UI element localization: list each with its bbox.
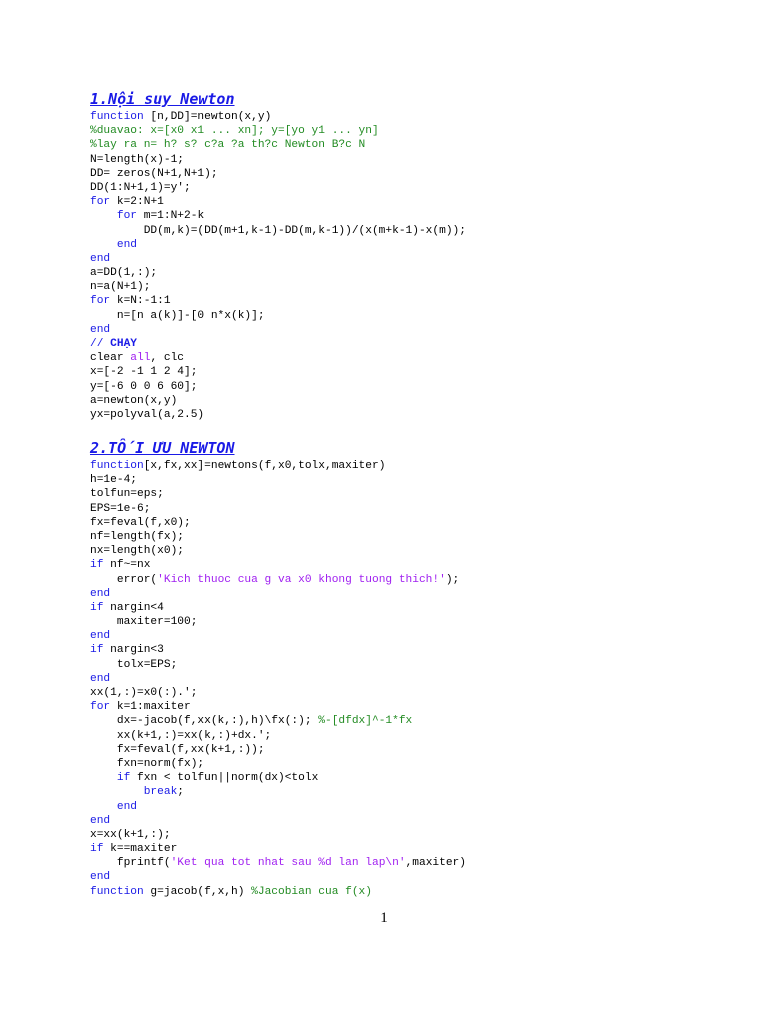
code-line [90, 729, 466, 743]
code-line [90, 380, 466, 394]
code-token: xx(k+1,:)=xx(k,:)+dx.'; [90, 729, 272, 742]
code-line [90, 502, 466, 516]
code-line [90, 714, 466, 728]
code-line [90, 167, 466, 181]
code-line [90, 294, 466, 308]
code-line [90, 828, 466, 842]
code-token: m=1:N+2-k [137, 210, 205, 223]
code-token: CHẠY [110, 338, 138, 350]
code-line [90, 238, 466, 252]
code-token: for [90, 295, 111, 308]
code-token: [n,DD]=newton(x,y) [143, 111, 272, 123]
code-token: end [90, 871, 111, 884]
code-line [90, 266, 466, 280]
code-line [90, 516, 466, 530]
code-token: a=DD(1,:); [90, 267, 158, 280]
code-token: tolx=EPS; [90, 658, 178, 671]
code-line [90, 743, 466, 757]
code-line [90, 601, 466, 615]
code-block-newton-optimization [90, 459, 466, 899]
code-token: end [116, 800, 138, 813]
code-token: for [90, 701, 111, 714]
code-token: end [116, 238, 138, 251]
code-token: end [90, 252, 111, 265]
code-token: maxiter=100; [90, 616, 198, 629]
code-token: ; [177, 786, 185, 799]
code-line [90, 138, 466, 152]
code-token: k=N:-1:1 [110, 295, 171, 308]
code-line [90, 785, 466, 799]
code-token: end [90, 323, 111, 336]
code-token: clear [90, 352, 131, 365]
code-token: if [90, 644, 104, 657]
code-token: if [116, 772, 131, 785]
code-line [90, 124, 466, 138]
code-token: %lay ra n= h? s? c?a ?a th?c Newton B?c N [90, 139, 366, 152]
code-line [90, 209, 466, 223]
code-token: EPS=1e-6; [90, 502, 151, 515]
code-token: %-[dfdx]^-1*fx [318, 715, 413, 728]
code-line [90, 459, 466, 473]
code-line [90, 544, 466, 558]
code-line [90, 870, 466, 884]
code-token: %duavao: x=[x0 x1 ... xn]; y=[yo y1 ... yn] [90, 125, 379, 138]
code-line [90, 309, 466, 323]
code-line [90, 885, 466, 899]
code-token: function [90, 460, 144, 472]
code-token: fx=feval(f,x0); [90, 516, 191, 529]
code-token: fxn=norm(fx); [90, 757, 205, 770]
code-line [90, 856, 466, 870]
code-line [90, 757, 466, 771]
heading-text: 2.TỐI ƯU NEWTON [90, 439, 235, 457]
section-heading-newton-interpolation [90, 90, 235, 108]
code-line [90, 686, 466, 700]
code-token: nargin<4 [103, 601, 164, 614]
code-token: break [143, 786, 178, 799]
code-token [90, 772, 117, 784]
code-block-newton-interpolation [90, 110, 466, 422]
code-token: DD(1:N+1,1)=y'; [90, 181, 191, 194]
code-token: [x,fx,xx]=newtons(f,x0,tolx,maxiter) [143, 460, 386, 472]
code-token: DD= zeros(N+1,N+1); [90, 167, 218, 180]
code-line [90, 365, 466, 379]
code-token [90, 239, 117, 251]
code-token: // [90, 338, 111, 350]
code-token: if [90, 601, 104, 614]
code-token: n=a(N+1); [90, 281, 151, 294]
code-token: y=[-6 0 0 6 60]; [90, 380, 198, 393]
code-line [90, 351, 466, 365]
code-line [90, 224, 466, 238]
code-token: end [90, 587, 111, 600]
code-token: x=xx(k+1,:); [90, 828, 171, 841]
code-line [90, 323, 466, 337]
code-line [90, 252, 466, 266]
code-line [90, 629, 466, 643]
code-line [90, 615, 466, 629]
code-token: ,maxiter) [405, 857, 466, 870]
code-line [90, 280, 466, 294]
code-token: xx(1,:)=x0(:).'; [90, 687, 198, 699]
code-token: x=[-2 -1 1 2 4]; [90, 366, 198, 379]
code-token: ); [445, 573, 460, 586]
code-line [90, 842, 466, 856]
code-line [90, 587, 466, 601]
code-token: , clc [150, 352, 185, 365]
code-token: end [90, 814, 111, 827]
code-token: all [130, 352, 151, 365]
code-line [90, 573, 466, 587]
code-token: fx=feval(f,xx(k+1,:)); [90, 743, 265, 756]
code-token [90, 801, 117, 813]
code-token: end [90, 630, 111, 643]
code-token: if [90, 843, 104, 856]
code-token: n=[n a(k)]-[0 n*x(k)]; [90, 309, 265, 322]
code-token: h=1e-4; [90, 474, 137, 487]
code-token: 'Ket qua tot nhat sau %d lan lap\n' [170, 857, 406, 870]
code-line [90, 530, 466, 544]
code-token: end [90, 672, 111, 685]
code-token: %Jacobian cua f(x) [251, 885, 372, 898]
code-line [90, 195, 466, 209]
code-token: function [90, 885, 144, 898]
code-line [90, 700, 466, 714]
code-line [90, 814, 466, 828]
code-token: k=1:maxiter [110, 701, 191, 714]
code-token: DD(m,k)=(DD(m+1,k-1)-DD(m,k-1))/(x(m+k-1)-x(m)); [90, 224, 466, 237]
code-line [90, 110, 466, 124]
code-token: 'Kich thuoc cua g va x0 khong tuong thich!' [157, 573, 446, 586]
code-token: nf=length(fx); [90, 530, 184, 543]
code-token: g=jacob(f,x,h) [143, 885, 252, 898]
code-token: for [116, 210, 138, 223]
code-line [90, 771, 466, 785]
code-token: function [90, 111, 144, 123]
page-number: 1 [380, 910, 388, 926]
heading-text: 1.Nội suy Newton [90, 90, 235, 108]
code-line [90, 153, 466, 167]
code-line [90, 658, 466, 672]
code-line [90, 473, 466, 487]
code-line [90, 643, 466, 657]
code-token [90, 786, 144, 798]
code-line [90, 800, 466, 814]
code-token: tolfun=eps; [90, 488, 164, 501]
code-line [90, 408, 466, 422]
code-line [90, 487, 466, 501]
code-line [90, 672, 466, 686]
code-token: nx=length(x0); [90, 545, 184, 558]
code-token: if [90, 559, 104, 572]
code-line [90, 558, 466, 572]
code-token: error( [90, 573, 158, 586]
code-line [90, 181, 466, 195]
code-token: a=newton(x,y) [90, 394, 178, 407]
code-token: N=length(x)-1; [90, 153, 184, 166]
code-token: dx=-jacob(f,xx(k,:),h)\fx(:); [90, 715, 319, 728]
code-line [90, 394, 466, 408]
code-token: k==maxiter [103, 843, 178, 856]
code-token: k=2:N+1 [110, 196, 164, 209]
code-token: yx=polyval(a,2.5) [90, 408, 205, 421]
section-heading-newton-optimization [90, 439, 235, 457]
code-token [90, 210, 117, 222]
code-token: fxn < tolfun||norm(dx)<tolx [130, 772, 319, 785]
code-token: for [90, 196, 111, 209]
code-token: nargin<3 [103, 644, 164, 657]
code-line [90, 337, 466, 351]
code-token: nf~=nx [103, 559, 151, 572]
code-token: fprintf( [90, 857, 171, 870]
